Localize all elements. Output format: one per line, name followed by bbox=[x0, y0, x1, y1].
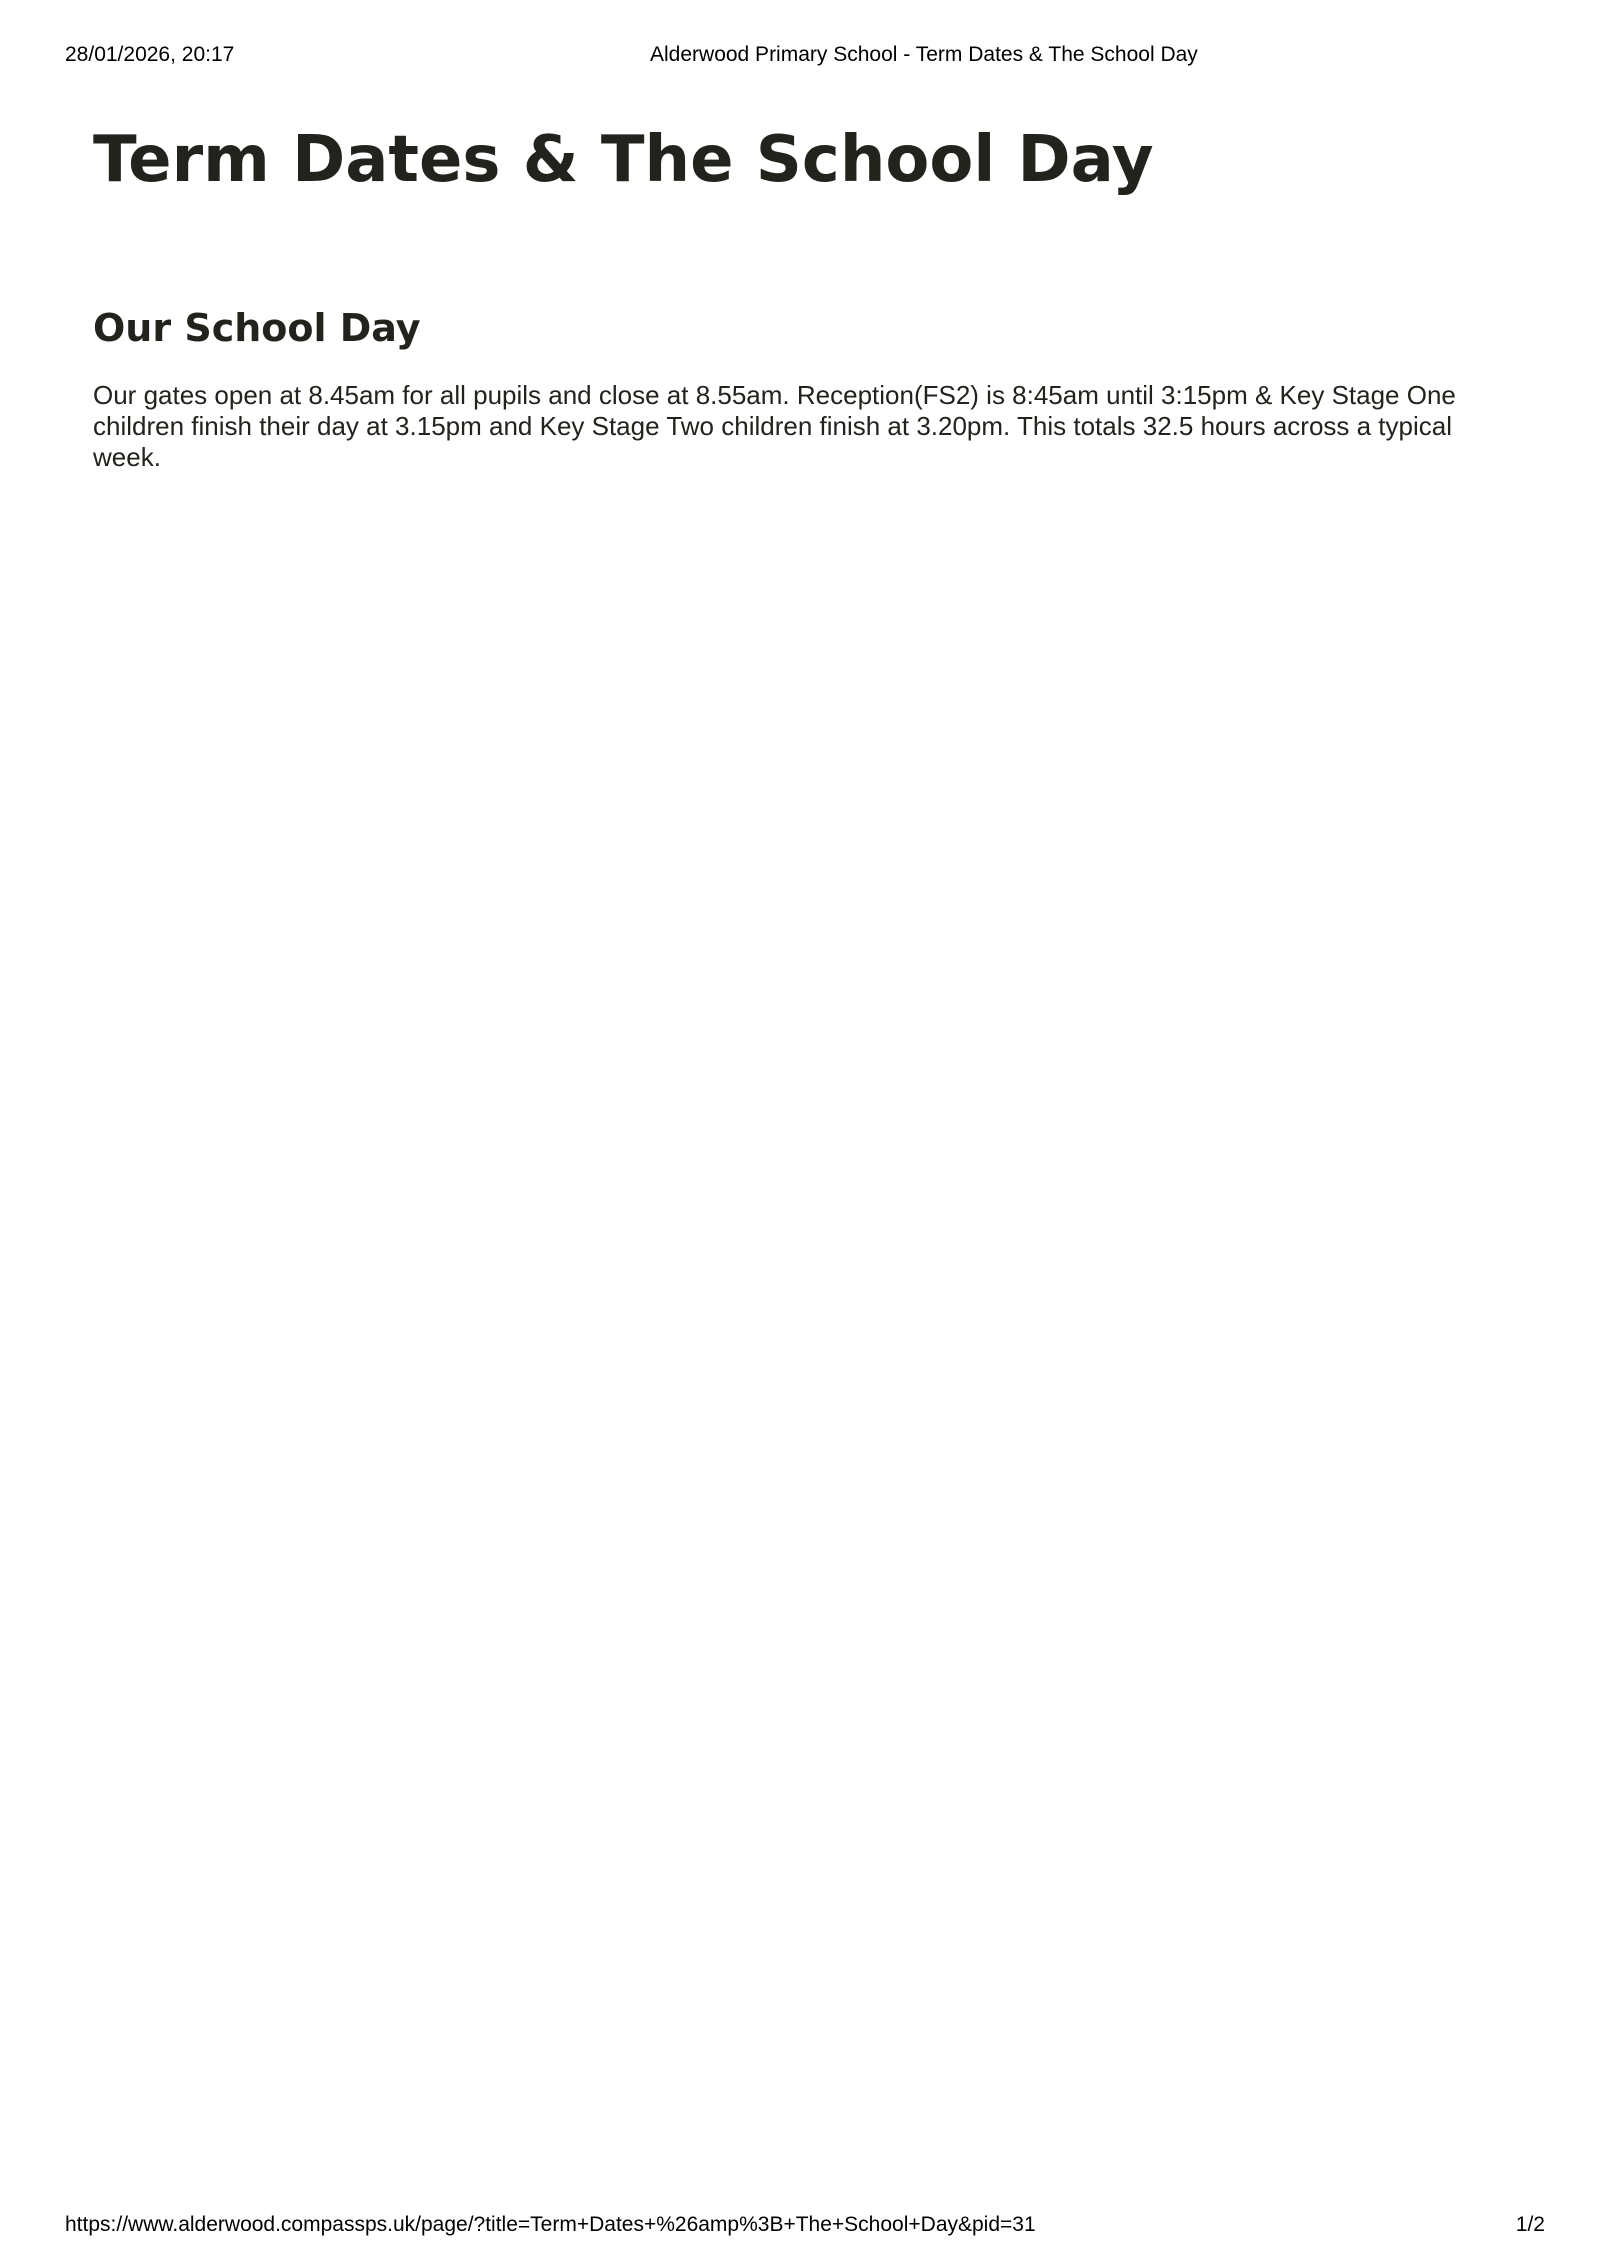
page-title: Term Dates & The School Day bbox=[93, 123, 1154, 197]
print-date: 28/01/2026, 20:17 bbox=[65, 43, 235, 66]
page-number: 1/2 bbox=[1515, 2213, 1545, 2236]
school-day-section bbox=[93, 300, 1513, 473]
print-footer bbox=[65, 2210, 1545, 2240]
print-url: https://www.alderwood.compassps.uk/page/?title=Term+Dates+%26amp%3B+The+School+Day&pid=31 bbox=[65, 2213, 1036, 2236]
main-content bbox=[93, 110, 1513, 473]
print-header bbox=[65, 40, 1535, 70]
section-paragraph: Our gates open at 8.45am for all pupils and close at 8.55am. Reception(FS2) is 8:45am until 3:15pm & Key Stage One children finish their day at 3.15pm and Key Stage Two children finish at 3.20pm. This totals 32.5 hours across a typical week. bbox=[93, 380, 1456, 472]
section-heading: Our School Day bbox=[93, 306, 421, 350]
print-document-title: Alderwood Primary School - Term Dates & The School Day bbox=[650, 43, 1198, 66]
